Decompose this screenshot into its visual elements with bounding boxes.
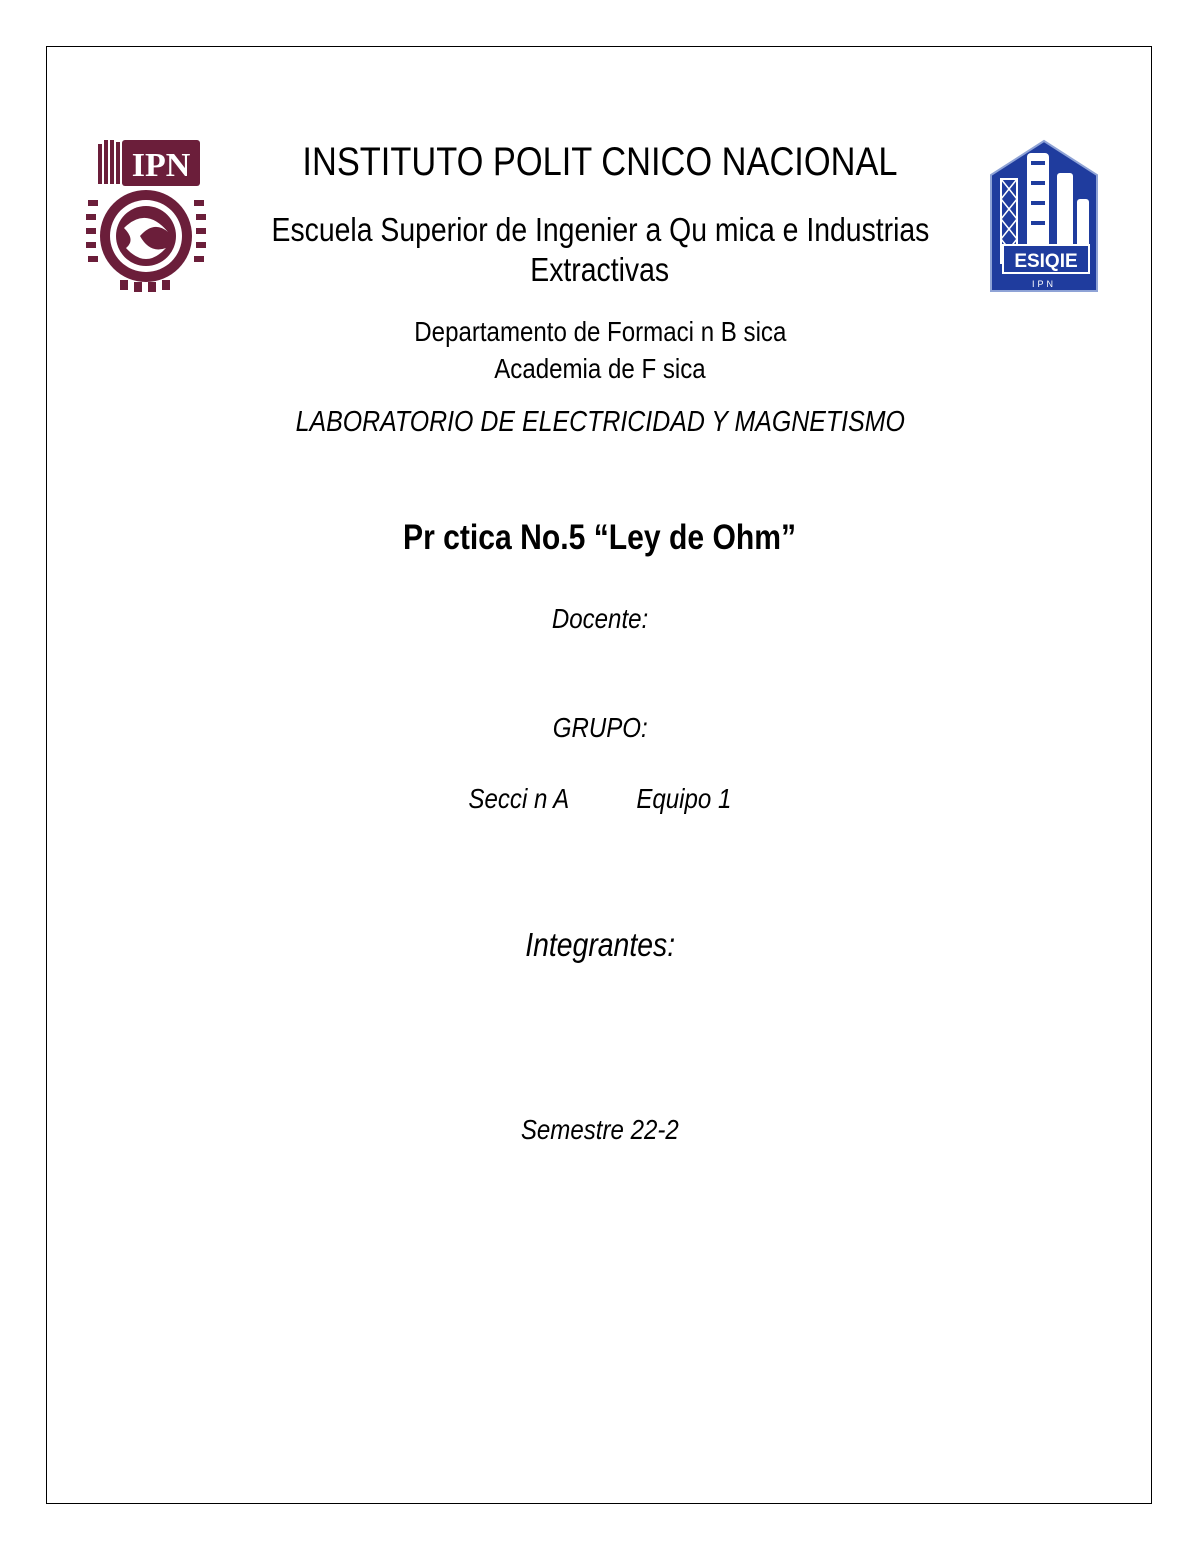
svg-text:ESIQIE: ESIQIE [1014,251,1078,272]
section-team-row [0,783,1200,815]
laboratory-name: LABORATORIO DE ELECTRICIDAD Y MAGNETISMO [295,406,905,438]
svg-text:IPN: IPN [131,147,191,184]
semester-label: Semestre 22-2 [521,1114,679,1145]
school-name [0,210,1200,290]
department-block [0,313,1200,387]
department-name: Departamento de Formaci n B sica [413,316,787,347]
grupo-label: GRUPO: [552,712,648,743]
svg-text:IPN: IPN [1031,279,1057,289]
integrantes-label: Integrantes: [525,926,675,963]
section-label: Secci n A [468,783,570,814]
practice-title: Pr ctica No.5 “Ley de Ohm” [403,518,797,557]
institute-title: INSTITUTO POLIT CNICO NACIONAL [302,140,898,184]
academy-name: Academia de F sica [494,353,706,384]
team-label: Equipo 1 [636,783,732,814]
docente-label: Docente: [551,603,649,634]
school-name-line2: Extractivas [530,251,670,288]
school-name-line1: Escuela Superior de Ingenier a Qu mica e Industrias [271,211,929,248]
